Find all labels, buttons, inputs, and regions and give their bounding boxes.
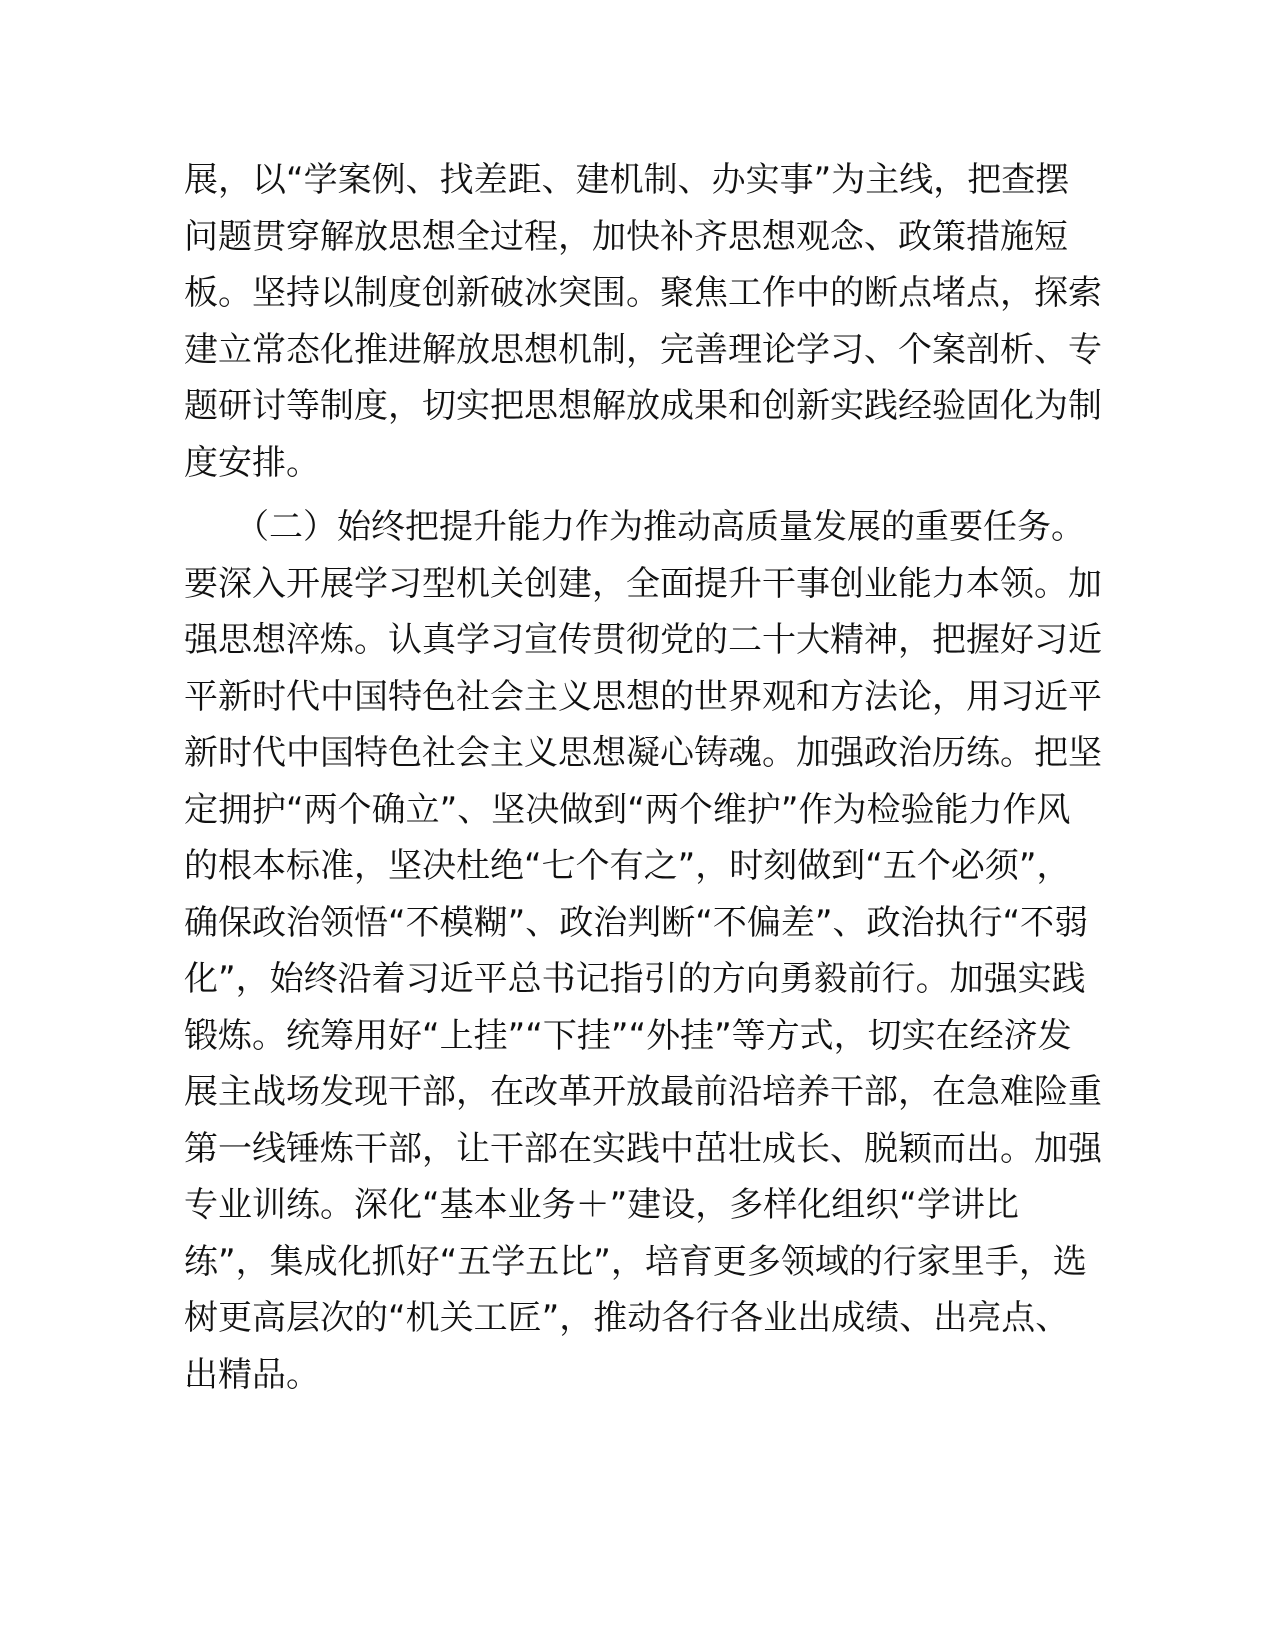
text-line: 第一线锤炼干部，让干部在实践中茁壮成长、脱颖而出。加强	[184, 1128, 1102, 1169]
text-line: 出精品。	[184, 1354, 320, 1395]
text-line: 要深入开展学习型机关创建，全面提升干事创业能力本领。加	[184, 563, 1102, 604]
text-line: 化”，始终沿着习近平总书记指引的方向勇毅前行。加强实践	[184, 959, 1086, 999]
document-body	[184, 152, 1102, 1403]
paragraph-gap	[184, 491, 1084, 499]
paragraph-2	[184, 499, 1102, 1403]
text-line: 锻炼。统筹用好“上挂”“下挂”“外挂”等方式，切实在经济发	[184, 1015, 1072, 1056]
text-line: 度安排。	[184, 442, 320, 483]
section-heading-line: （二）始终把提升能力作为推动高质量发展的重要任务。	[184, 507, 1085, 547]
text-line: 练”，集成化抓好“五学五比”，培育更多领域的行家里手，选	[184, 1241, 1087, 1282]
text-line: 展主战场发现干部，在改革开放最前沿培养干部，在急难险重	[184, 1072, 1102, 1112]
text-line: 问题贯穿解放思想全过程，加快补齐思想观念、政策措施短	[184, 216, 1068, 257]
text-line: 展，以“学案例、找差距、建机制、办实事”为主线，把查摆	[184, 160, 1070, 200]
paragraph-1	[184, 152, 1102, 491]
text-line: 新时代中国特色社会主义思想凝心铸魂。加强政治历练。把坚	[184, 733, 1102, 773]
text-line: 平新时代中国特色社会主义思想的世界观和方法论，用习近平	[184, 676, 1102, 717]
text-line: 的根本标准，坚决杜绝“七个有之”，时刻做到“五个必须”，	[184, 846, 1071, 886]
text-line: 强思想淬炼。认真学习宣传贯彻党的二十大精神，把握好习近	[184, 620, 1102, 660]
text-line: 确保政治领悟“不模糊”、政治判断“不偏差”、政治执行“不弱	[184, 902, 1089, 943]
text-line: 板。坚持以制度创新破冰突围。聚焦工作中的断点堵点，探索	[184, 273, 1102, 313]
text-line: 题研讨等制度，切实把思想解放成果和创新实践经验固化为制	[184, 386, 1102, 426]
text-line: 定拥护“两个确立”、坚决做到“两个维护”作为检验能力作风	[184, 789, 1071, 830]
text-line: 树更高层次的“机关工匠”，推动各行各业出成绩、出亮点、	[184, 1298, 1070, 1338]
text-line: 专业训练。深化“基本业务＋”建设，多样化组织“学讲比	[184, 1185, 1019, 1225]
text-line: 建立常态化推进解放思想机制，完善理论学习、个案剖析、专	[184, 329, 1102, 370]
